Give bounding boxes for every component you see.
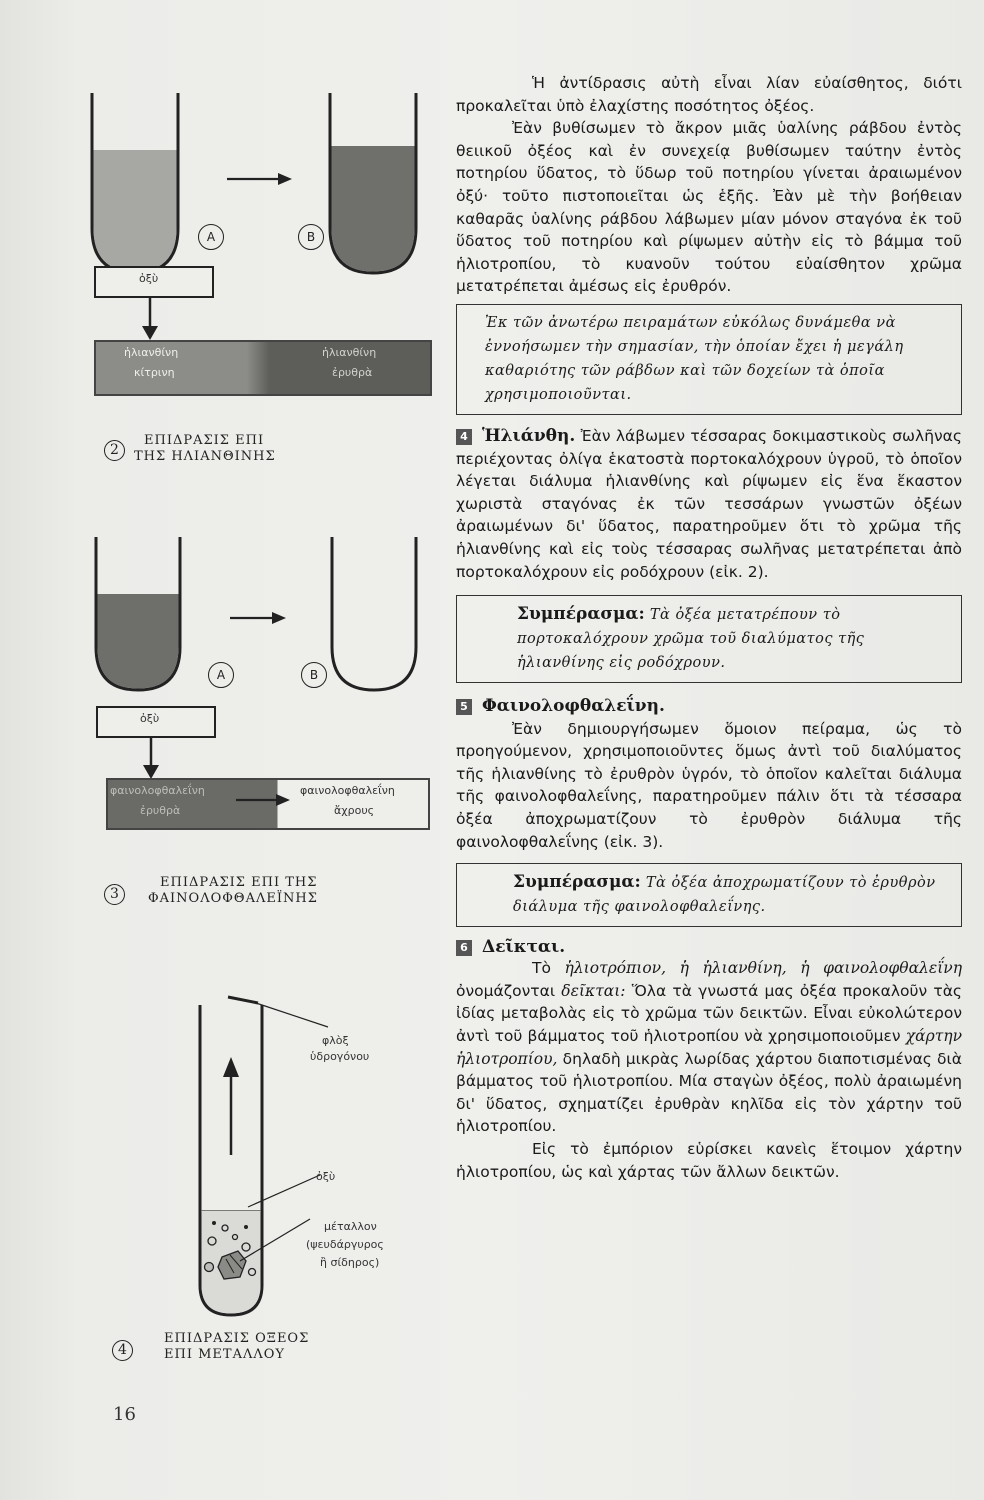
fig3-circle-a: A xyxy=(208,662,234,688)
fig3-strip-arrow xyxy=(236,790,296,810)
section-4-body: Ἐὰν λάβωμεν τέσσαρας δοκιμαστικοὺς σωλῆνας περιέχοντας ὀλίγα ἑκατοστὰ πορτοκαλόχρουν ὑγροῦ, τὸ ὁποῖον λέγεται διάλυμα ἡλιανθίνης καὶ ρίψωμεν εἰς ἕνα ἕκαστον χωριστὰ σταγόνας ἐκ τῶν τεσσάρων γνωστῶν ὀξέων ἀραιωμένων δι' ὕδατος, παρατηροῦμεν ὅτι τὸ χρῶμα τῆς ἡλιανθίνης καὶ εἰς τοὺς τέσσαρας σωλῆνας μετατρέπεται ἀπὸ πορτοκαλόχρουν εἰς ροδόχρουν (εἰκ. 2). xyxy=(456,426,962,581)
section-6-number: 6 xyxy=(456,940,472,956)
fig3-strip-left-line1: φαινολοφθαλεΐνη xyxy=(110,784,205,797)
fig2-number: 2 xyxy=(104,440,125,461)
section-5-body: Ἐὰν δημιουργήσωμεν ὅμοιον πείραμα, ὡς τὸ προηγούμενον, χρησιμοποιοῦντες ὅμως ἀντὶ τοῦ διαλύματος τῆς ἡλιανθίνης τὸ ἐρυθρὸν ὑγρόν, τὸ ὁποῖον καλεῖται διάλυμα τῆς φαινολοφθαλεΐνης, παρατηροῦμεν πάλιν ὅτι τὰ τέσσαρα ὀξέα ἀποχρωματίζουν τὸ ἐρυθρὸν διάλυμα τῆς φαινολοφθαλεΐνης (εἰκ. 3). xyxy=(456,719,962,851)
section-6-heading-line xyxy=(456,937,962,957)
fig3-caption-line1: ΕΠΙΔΡΑΣΙΣ ΕΠΙ ΤΗΣ xyxy=(160,875,318,890)
section-6-body-a: Τὸ xyxy=(532,959,565,978)
fig2-caption-line2: ΤΗΣ ΗΛΙΑΝΘΙΝΗΣ xyxy=(134,449,276,464)
fig4-flame-label-line2: ὑδρογόνου xyxy=(310,1050,370,1063)
section-5-heading-line xyxy=(456,695,962,718)
fig3-caption-line2: ΦΑΙΝΟΛΟΦΘΑΛΕΪΝΗΣ xyxy=(148,891,318,906)
fig2-strip-right-line1: ἡλιανθίνη xyxy=(322,346,377,359)
fig2-strip-right-line2: ἐρυθρὰ xyxy=(332,366,373,379)
fig2-acid-label: ὀξὺ xyxy=(139,272,159,285)
fig2-circle-a: A xyxy=(198,224,224,250)
fig3-number: 3 xyxy=(104,884,125,905)
section-6-body-g: δηλαδὴ μικρὰς λωρίδας χάρτου διαποτισμένας διὰ βάμματος τοῦ ἡλιοτροπίου. Μία σταγὼν ὀξέος, πολὺ ἀραιωμένη δι' ὕδατος, σχηματίζει ἐρυθρὰν κηλῖδα εἰς τὸν χάρτην τοῦ ἡλιοτροπίου. xyxy=(456,1049,962,1136)
paragraph-sulfuric-acid-experiment: Ἐὰν βυθίσωμεν τὸ ἄκρον μιᾶς ὑαλίνης ράβδου ἐντὸς θειικοῦ ὀξέος καὶ ἐν συνεχείᾳ βυθίσωμεν ταύτην ἐντὸς ποτηρίου ὕδατος, τὸ ὕδωρ τοῦ ποτηρίου γίνεται ἀραιωμένον ὀξύ· τοῦτο πιστοποιεῖται ὡς ἑξῆς. Ἐὰν μὲ τὴν βοήθειαν καθαρᾶς ὑαλίνης ράβδου λάβωμεν μίαν μόνον σταγόνα ἐκ τοῦ ὕδατος τοῦ ποτηρίου καὶ ρίψωμεν αὐτὴν εἰς τὸ βάμμα τοῦ ἡλιοτροπίου, τὸ κυανοῦν τούτου εὐαίσθητον χρῶμα μετατρέπεται ἀμέσως εἰς ἐρυθρόν. xyxy=(456,119,962,296)
fig3-strip-right-line2: ἄχρους xyxy=(334,804,375,817)
fig2-strip-left-line2: κίτρινη xyxy=(134,366,175,379)
section-6-body-c: ὀνομάζονται xyxy=(456,981,562,1000)
section-4-paragraph xyxy=(456,425,962,583)
fig4-number: 4 xyxy=(112,1340,133,1361)
conclusion-box-helianthin-text: Τὰ ὀξέα μετατρέπουν τὸ πορτοκαλόχρουν χρῶμα τοῦ διαλύματος τῆς ἡλιανθίνης εἰς ροδόχρουν. xyxy=(517,607,865,672)
section-6-body-indicators-list: ἡλιοτρόπιον, ἡ ἡλιανθίνη, ἡ φαινολοφθαλεΐνη xyxy=(564,959,962,978)
note-box-cleanliness-text: Ἐκ τῶν ἀνωτέρω πειραμάτων εὐκόλως δυνάμεθα νὰ ἐννοήσωμεν τὴν σημασίαν, τὴν ὁποίαν ἔχει ἡ μεγάλη καθαριότης τῶν ράβδων καὶ τῶν δοχείων τὰ ὁποῖα χρησιμοποιοῦνται. xyxy=(485,314,904,403)
fig4-metal-label-line2: (ψευδάργυρος xyxy=(306,1238,384,1251)
fig3-strip-right-line1: φαινολοφθαλεΐνη xyxy=(300,784,395,797)
section-4-number: 4 xyxy=(456,429,472,445)
page-number: 16 xyxy=(113,1404,136,1425)
fig3-acid-label: ὀξὺ xyxy=(140,712,160,725)
conclusion-box-phenolphthalein xyxy=(456,863,962,927)
fig2-strip-left-line1: ἡλιανθίνη xyxy=(124,346,179,359)
section-5-number: 5 xyxy=(456,699,472,715)
figure-4-test-tube-metal xyxy=(180,985,400,1335)
fig3-pointer xyxy=(136,736,166,780)
fig4-acid-label: ὀξὺ xyxy=(316,1170,336,1183)
fig3-circle-b: B xyxy=(301,662,327,688)
section-6-body-term: δεῖκται: xyxy=(561,981,626,1000)
conclusion-box-helianthin xyxy=(456,595,962,683)
section-5-heading: Φαινολοφθαλεΐνη. xyxy=(482,696,665,717)
main-text-column xyxy=(456,72,962,1183)
section-6-body xyxy=(456,957,962,1138)
section-6-body-litmus-paper: χάρτην ἡλιοτροπίου, xyxy=(456,1027,962,1068)
fig2-caption-line1: ΕΠΙΔΡΑΣΙΣ ΕΠΙ xyxy=(144,433,265,448)
conclusion-box-phenolphthalein-heading: Συμπέρασμα: xyxy=(513,872,641,893)
section-6-body-e: Ὅλα τὰ γνωστά μας ὀξέα προκαλοῦν τὰς ἰδίας μεταβολὰς εἰς τὸ χρῶμα τῶν δεικτῶν. Εἶναι εὐκολώτερον ἀντὶ τοῦ βάμματος τοῦ ἡλιοτροπίου νὰ χρησιμοποιοῦμεν xyxy=(456,981,963,1046)
section-4-heading: Ἡλιάνθη. xyxy=(482,425,576,446)
conclusion-box-phenolphthalein-text: Τὰ ὀξέα ἀποχρωματίζουν τὸ ἐρυθρὸν διάλυμα τῆς φαινολοφθαλεΐνης. xyxy=(513,875,936,916)
fig2-circle-b: B xyxy=(298,224,324,250)
fig4-caption-line2: ΕΠΙ ΜΕΤΑΛΛΟΥ xyxy=(164,1347,285,1362)
fig4-caption-line1: ΕΠΙΔΡΑΣΙΣ ΟΞΕΟΣ xyxy=(164,1331,310,1346)
fig4-flame-label-line1: φλὸξ xyxy=(322,1034,349,1047)
conclusion-box-helianthin-heading: Συμπέρασμα: xyxy=(517,604,645,625)
section-6-heading: Δεῖκται. xyxy=(482,937,566,958)
fig3-strip-left-line2: ἐρυθρὰ xyxy=(140,804,181,817)
fig2-pointer xyxy=(135,296,165,341)
paragraph-market-papers: Εἰς τὸ ἐμπόριον εὑρίσκει κανεὶς ἕτοιμον χάρτην ἡλιοτροπίου, ὡς καὶ χάρτας τῶν ἄλλων δεικτῶν. xyxy=(456,1140,962,1181)
fig4-metal-label-line3: ἢ σίδηρος) xyxy=(320,1256,380,1269)
paragraph-sensitivity: Ἡ ἀντίδρασις αὐτὴ εἶναι λίαν εὐαίσθητος, διότι προκαλεῖται ὑπὸ ἐλαχίστης ποσότητος ὀξέος. xyxy=(456,74,962,115)
note-box-cleanliness xyxy=(456,304,962,415)
fig4-metal-label-line1: μέταλλον xyxy=(324,1220,377,1233)
